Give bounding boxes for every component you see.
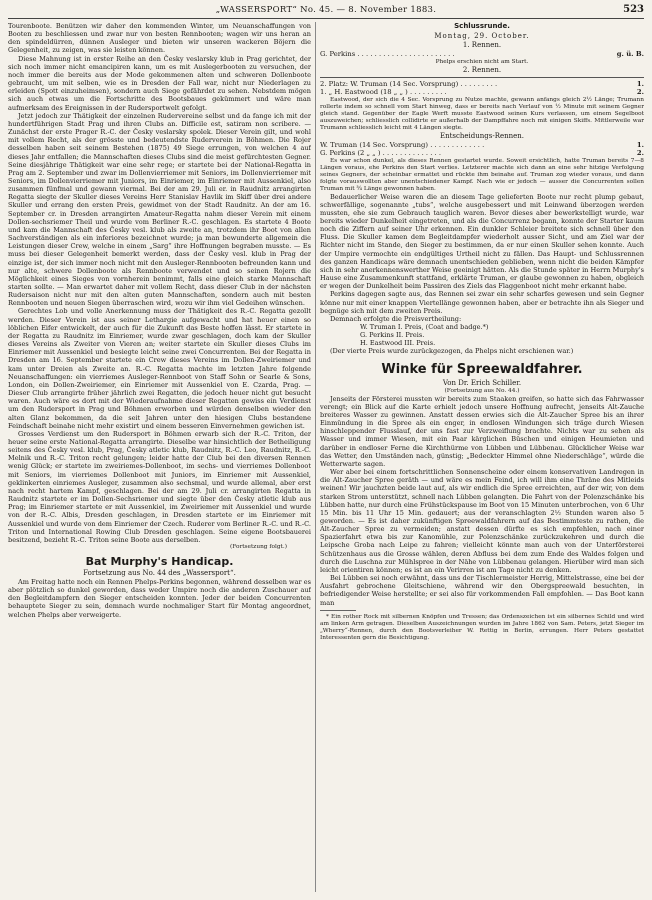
- result-name: W. Truman (14 Sec. Vorsprung) . . . . . . . . . . . . .: [320, 140, 485, 149]
- prize-item: W. Truman I. Preis, (Coat and badge.*): [360, 323, 489, 331]
- column-divider: [315, 22, 316, 892]
- result-row: [320, 149, 644, 158]
- result-row: [320, 80, 644, 89]
- result-place: g. ü. B.: [616, 50, 644, 58]
- left-column: [8, 22, 311, 892]
- result-name: 1. „ H. Eastwood (18 „ „ ) . . . . . . . . .: [320, 88, 447, 96]
- paragraph: Tourenboote. Benützen wir daher den kommenden Winter, um Neuanschaffungen von Booten zu beschliessen und zwar nur von besten Rennbooten; wagen wir uns heran an den spindeldürren, dünnen Ausleger und bieten wir unseren wackeren Böjern die Gelegenheit, zu zeigen, was sie leisten können.: [8, 22, 311, 55]
- paragraph: Jenseits der Försterei mussten wir bereits zum Staaken greifen, so hatte sich das Fahrwasser verengt; ein Blick auf die Karte erhielt jedoch unsere Hoffnung aufrecht, jenseits Alt-Zauche breiteres Wasser zu gewinnen. Anstatt dessen erwies sich die Alt-Zaucher Spree bis an ihrer Einmündung in die Spree als ein enger, in endlosen Windungen sich träge durch Wiesen hinschleppender Flusslauf, der uns fast zur Verzweiflung brachte. Nichts war zu sehen als Wasser und immer Wiesen, mit ein Paar kärglichen Büschen und einigen Heumieten und darüber in endloser Ferne die Kirchthürme von Lübben und Lübbenau. Glücklicher Weise war das Wetter, den Umständen nach, günstig; „Bedeckter Himmel ohne Niederschläge“, würde die Wetterwarte sagen.: [320, 394, 644, 468]
- race-heading: 1. Rennen.: [462, 41, 502, 49]
- result-row: [320, 88, 644, 97]
- result-name: G. Perkins (2 „ „ ) . . . . . . . . . . . . . .: [320, 149, 442, 157]
- paragraph: Wer aber bei einem fortschrittlichen Sonnenscheine oder einem konservativen Landregen in die Alt-Zaucher Spree geräth — und wäre es mein Feind, ich will ihm eine Thräne des Mitleids weinen! Wir jauchzten beide laut auf, als wir endlich die Spree erreichten, auf der wir, von dem starken Strom unterstützt, schnell nach Lübben gelangten. Die Fahrt von der Polenzschänke bis Lübben hatte, nur durch eine Frühstückspause im Boot von 15 Minuten unterbrochen, von 6 Uhr 15 Min. bis 11 Uhr 15 Min. gedauert; aus der veranschlagten 2½ Stunden waren also 5 geworden. — Es ist daher zukünftigen Spreewaldfahrern auf das Bestimmteste zu rathen, die Alt-Zaucher Spree zu vermeiden; anstatt dessen dürfte es sich empfehlen, nach einer Spazierfahrt etwa bis zur Kanomühle, zur Polenzschänke zurückzukehren und durch die Leipsche Groba nach Leipe zu fahren; vielleicht könnte man auch von der Unterförsterei Schützenhaus aus die Grosse wählen, deren Abfluss bei dem zum Ende des Waldes folgen und durch die Luschna zur Mühlspree in der Nähe von Lübbenau gelangen. Hierüber wird man sich leicht orientiren können; es ist an ein Verirren ist am Tage nicht zu denken.: [320, 468, 644, 574]
- section-title-handicap: Bat Murphy's Handicap.: [85, 555, 234, 568]
- race-heading: Entscheidungs-Rennen.: [439, 131, 525, 140]
- author-line: Von Dr. Erich Schiller.: [442, 378, 522, 387]
- paragraph: Bei Lübben sei noch erwähnt, dass uns der Tischlermeister Herrig, Mittelstrasse, eine bei der Ausfahrt gebrochene Gleitschiene, während wir den Obergspreewald besuchten, in befriedigender Weise herstellte; er sei also für vorkommenden Fall empfohlen. — Das Boot kann man: [320, 574, 644, 607]
- race-note: Phelps erschien nicht am Start.: [435, 58, 529, 65]
- result-place: 2.: [636, 88, 644, 96]
- paragraph: Diese Mahnung ist in erster Reihe an den Česky veslarsky klub in Prag gerichtet, der sich noch immer nicht emancipiren kann, um es mit Auslegerbooten zu versuchen, der noch immer die bereits aus der Mode gekommenen alten und schweren Dollenboote gebraucht, um mit selben, wie es in Dresden der Fall war, nicht nur Niederlagen zu erleiden (Spott einzuheimsen), sondern auch Siege gefährdet zu sehen. Nebstdem mögen sich auch etwas um die Fortschritte des Bootsbaues gekümmert und wäre man aufmerksam des Ereignissen in der Rudersportwelt gefolgt.: [8, 54, 311, 112]
- race-note: Eastwood, der sich die 4 Sec. Vorsprung zu Nutze machte, gewann anfangs gleich 2½ Länge; Trumann rollerte indem so schnell vom Start hinweg, dass er bereits nach Verlauf von ½ Minute mit seinem Gegner gleich stand. Gegenüber der Eagle Werft musste Eastwood seinen Kurs verlassen, um einem Segelboot auszuweichen; schliesslich collidirte er außerhalb der Dampffahre noch mit einigen Skiffs. Mittlerweile war Trumann schliesslich leicht mit 4 Längen siegte.: [320, 96, 644, 131]
- race-date: Montag, 29. October.: [434, 32, 530, 40]
- footnote-rule: [320, 610, 356, 611]
- prize-item: H. Eastwood III. Preis.: [360, 339, 436, 348]
- result-name: G. Perkins . . . . . . . . . . . . . . . . . . . . . . .: [320, 50, 455, 58]
- running-title: „WASSERSPORT“ No. 45. — 8. November 1883.: [215, 5, 437, 15]
- result-row: [320, 141, 644, 150]
- continuation-note: (Fortsetzung aus No. 44.): [444, 387, 520, 394]
- prize-list: [320, 323, 644, 347]
- right-column: [320, 22, 644, 892]
- paragraph: Gerechtes Lob und volle Anerkennung muss der Thätigkeit des R.-C. Regatta gezollt werden. Dieser Verein ist aus seiner Lethargie aufgewacht und hat heuer einen so löblichen Eifer entwickelt, der auch für die Zukunft das Beste hoffen lässt. Er startete in der Regatta zu Raudnitz im Einriemer, wurde zwar geschlagen, doch kam der Skuller dieses Vereins als Zweiter von Vieren an; weiter startete ein Skuller dieses Clubs im Einriemer mit Aussenkiel und besiegte leicht seine zwei Concurrenten. Bei der Regatta in Dresden am 16. September startete ein Crew dieses Vereins im Dollen-Zweiriemer und kam unter Dreien als Zweite an. R.-C. Regatta machte im letzten Jahre folgende Neuanschaffungen: ein vierriemes Ausleger-Rennboot von Staff Sohn or Searle & Sons, London, ein Dollen-Zweiriemer, ein Einriemer mit Aussenkiel von E. Czarda, Prag. — Dieser Club arrangirte früher jährlich zwei Regatten, die jedoch heuer nicht gut besucht waren. Auch wäre es dort mit der Wiederaufnahme dieser Regatten gewiss ein Verdienst um den Rudersport in Prag und Böhmen erworben und würden denselben wieder den alten Glanz bekommen, da die seit Jahren unter den hiesigen Clubs bestandene Feindschaft beinahe nicht mehr existirt und einem besseren Einvernehmen gewichen ist.: [8, 307, 311, 430]
- footnote: * Ein rother Rock mit silbernen Knöpfen und Tressen; das Ordenszeichen ist ein silbernes Schild und wird am linken Arm getragen. Dieselben Auszeichnungen wurden im Jahre 1862 von Sam. Peters, jetzt Sieger im „Wherry“-Rennen, durch den Bootsverleiher W. Rettig in Berlin, errungen. Herr Peters gestattet Interessenten gern die Besichtigung.: [320, 613, 644, 641]
- paragraph: Perkins dagegen sagte aus, das Rennen sei zwar ein sehr scharfes gewesen und sein Gegner könne nur mit einer knappen Viertellänge gewonnen haben, aber er betrachte ihn als Sieger und begnüge sich mit dem zweiten Preis.: [320, 290, 644, 315]
- prize-item: G. Perkins II. Preis.: [360, 331, 425, 340]
- paragraph: Am Freitag hatte noch ein Rennen Phelps-Perkins begonnen, während desselben war es aber plötzlich so dunkel geworden, dass weder Umpire noch die anderen Zuschauer auf den Begleitdampfern den Sieger entscheiden konnten. Jeder der beiden Concurrenten behauptete Sieger zu sein, demnach wurde nochmaliger Start für Montag angeordnet, welchen Phelps aber verweigerte.: [8, 578, 311, 619]
- section-subtitle: Fortsetzung aus No. 44 des „Wassersport“.: [83, 569, 236, 577]
- paragraph: Grosses Verdienst um den Rudersport in Böhmen erwarb sich der R.-C. Triton, der heuer seine erste National-Regatta arrangirte. Dieselbe war hinsichtlich der Betheiligung seitens des Česky vesl. klub, Prag, Česky atletic klub, Raudnitz, R.-C. Leo, Raudnitz, R.-C. Melnik und R.-C. Triton recht gelungen; leider hatte der Club bei den diversen Rennen wenig Glück; er startete im zweiriemes-Dollenboot, im sechs- und vierriemes Dollenboot mit Seniors, im vierriemes Dollenboot mit Juniors, im Einriemer mit Aussenkiel, geklinkerten einriemes Ausleger, zusammen also sechsmal, und wurde allemal, aber erst nach recht hartem Kampf, geschlagen. Bei der am 29. Juli cr. arrangirten Regatta in Raudnitz startete er im Dollen-Sechsriemer und siegte über den Česky atletic klub aus Prag; im Einriemer startete er mit Aussenkiel, im Zweiriemer mit Aussenkiel und wurde von der R.-C. Albis, Dresden geschlagen, in Dresden startete er im Einriemer mit Aussenkiel und wurde von dem Einriemer der Czech. Ruderer vom Berliner R.-C. und R.-C. Triton und International Rowing Club Dresden geschlagen. Seine eigene Bootsbauerei besitzend, bezieht R.-C. Triton seine Boote aus derselben.: [8, 429, 311, 544]
- result-place: 1.: [636, 140, 644, 149]
- result-name: 2. Platz: W. Truman (14 Sec. Vorsprung) . . . . . . . . .: [320, 79, 498, 88]
- paragraph: (Der vierte Preis wurde zurückgezogen, da Phelps nicht erschienen war.): [330, 347, 574, 356]
- divider: [320, 77, 644, 78]
- paragraph: Bedauerlicher Weise waren die an diesem Tage gelieferten Boote nur recht plump gebaut, schwerfällige, sogenannte „tubs“, welche ausgebessert und mit Leinwand überzogen werden mussten, ehe sie zum Gebrauch tauglich waren. Bevor dieses aber bewerkstelligt wurde, war bereits wieder Dunkelheit eingetreten, und als die Concurrenz begann, konnte der Starter kaum noch die Ziffern auf seiner Uhr erkennen. Ein dunkler Schleier breitete sich schnell über den Fluss. Die Skuller kamen dem Begleitdampfer wiederholt ausser Sicht, und am Ziel war der Richter nicht im Stande, den Sieger zu bestimmen, da er nur einen Skuller sehen konnte. Auch der Umpire vermochte ein endgültiges Urtheil nicht zu fällen. Das Haupt- und Schlussrennen des ganzen Handicaps wäre demnach unentschieden geblieben, wenn nicht die beiden Kämpfer sich in sehr anerkennenswerther Weise geeinigt hätten. Als die Stunde später in Herrn Murphy's Hause eine Zusammenkunft stattfand, erklärte Truman, er glaube gewonnen zu haben, obgleich er wegen der Dunkelheit beim Passiren des Ziels das Flaggenboot nicht mehr erkannt habe.: [320, 192, 644, 291]
- continuation-note: (Fortsetzung folgt.): [229, 544, 287, 550]
- paragraph: Jetzt jedoch zur Thätigkeit der einzelnen Rudervereine selbst und da fange ich mit der hundertführigen Stadt Prag und ihren Clubs an. Difficile est, satiram non scribere. — Zunächst der erste Prager R.-C. der Česky veslarsky spolek. Dieser Verein gilt, und wohl mit vollem Recht, als der grösste und bedeutendste Ruderverein in Böhmen. Die Rojer desselben haben seit seinem Bestehen (1875) 49 Siege errungen, von welchen 4 auf dieses Jahr entfallen; die Mannschaften dieses Clubs sind die meist gefürchtesten Gegner. Seine diesjährige Thätigkeit war eine sehr rege; er startete bei der National-Regatta in Prag am 2. September und zwar im Dollenvierriemer mit Seniors, im Dollenvierriemer mit Seniors, im Dollenvierriemer mit Juniors, im Einriemer, im Einriemer mit Aussenkiel, also zusammen fünfmal und gewann viermal. Bei der am 29. Juli er. in Raudnitz arrangirten Regatta siegte der Skuller dieses Vereins Herr Stanislav Havlik im Skiff über drei andere Skuller und errang den ersten Preis, gewidmet von der Stadt Raudnitz. An der am 16. September cr. in Dresden arrangirten Amateur-Regatta nahm dieser Verein mit einem Dollen-sechsriemer Theil und wurde vom Berliner R.-C. geschlagen. Es startete 4 Boote und kam die Mannschaft des Česky vesl. klub als zweite an, trotzdem ihr Boot von allen Sachverständigen als ein inferiores bezeichnet wurde; ja man bewunderte allgemein die Leistungen dieser Crew, welche in einem „Sarg“ ihre Hoffnungen begraben musste. — Es muss bei dieser Gelegenheit bemerkt werden, dass der Česky vesl. klub in Prag der einzige ist, der sich immer noch nicht mit den Ausleger-Rennbooten befreunden kann und nur alte, schwere Dollenboote als Rennboote verwendet und so seinen Rojern die Möglichkeit eines Sieges von vornherein benimmt, falls eine gleich starke Mannschaft starten sollte. — Man erwartet daher mit vollem Recht, dass dieser Club in der nächsten Rudersaison nicht nur mit den alten guten Mannschaften, sondern auch mit besten Rennbooten und neuen Siegen überraschen wird, wozu wir ihm viel Gedeihen wünschen.: [8, 111, 311, 308]
- result-place: 1.: [636, 79, 644, 88]
- page-number: 523: [623, 4, 644, 15]
- race-heading: 2. Rennen.: [462, 65, 502, 74]
- section-title-spreewald: Winke für Spreewaldfahrer.: [381, 361, 583, 377]
- race-note: Es war schon dunkel, als dieses Rennen gestartet wurde. Soweit ersichtlich, hatte Truman bereits 7—8 Längen voraus, ehe Perkins den Start verlies. Letzterer machte sich dann an eine sehr hitzige Verfolgung seines Gegners, der scheinbar ermattet und rückte ihm beinahe auf. Truman zog wieder voraus, und dann folgte vorauswollten aber unentschiedener Kampf. Nach wie er jedoch — ausser die Concurrenten sollen Truman mit ¾ Länge gewonnen haben.: [320, 157, 644, 192]
- result-place: 2.: [636, 149, 644, 157]
- section-title-schlussrunde: Schlussrunde.: [454, 22, 510, 30]
- result-row: [320, 50, 644, 59]
- page-header: [8, 4, 644, 19]
- paragraph: Demnach erfolgte die Preisvertheilung:: [330, 314, 462, 323]
